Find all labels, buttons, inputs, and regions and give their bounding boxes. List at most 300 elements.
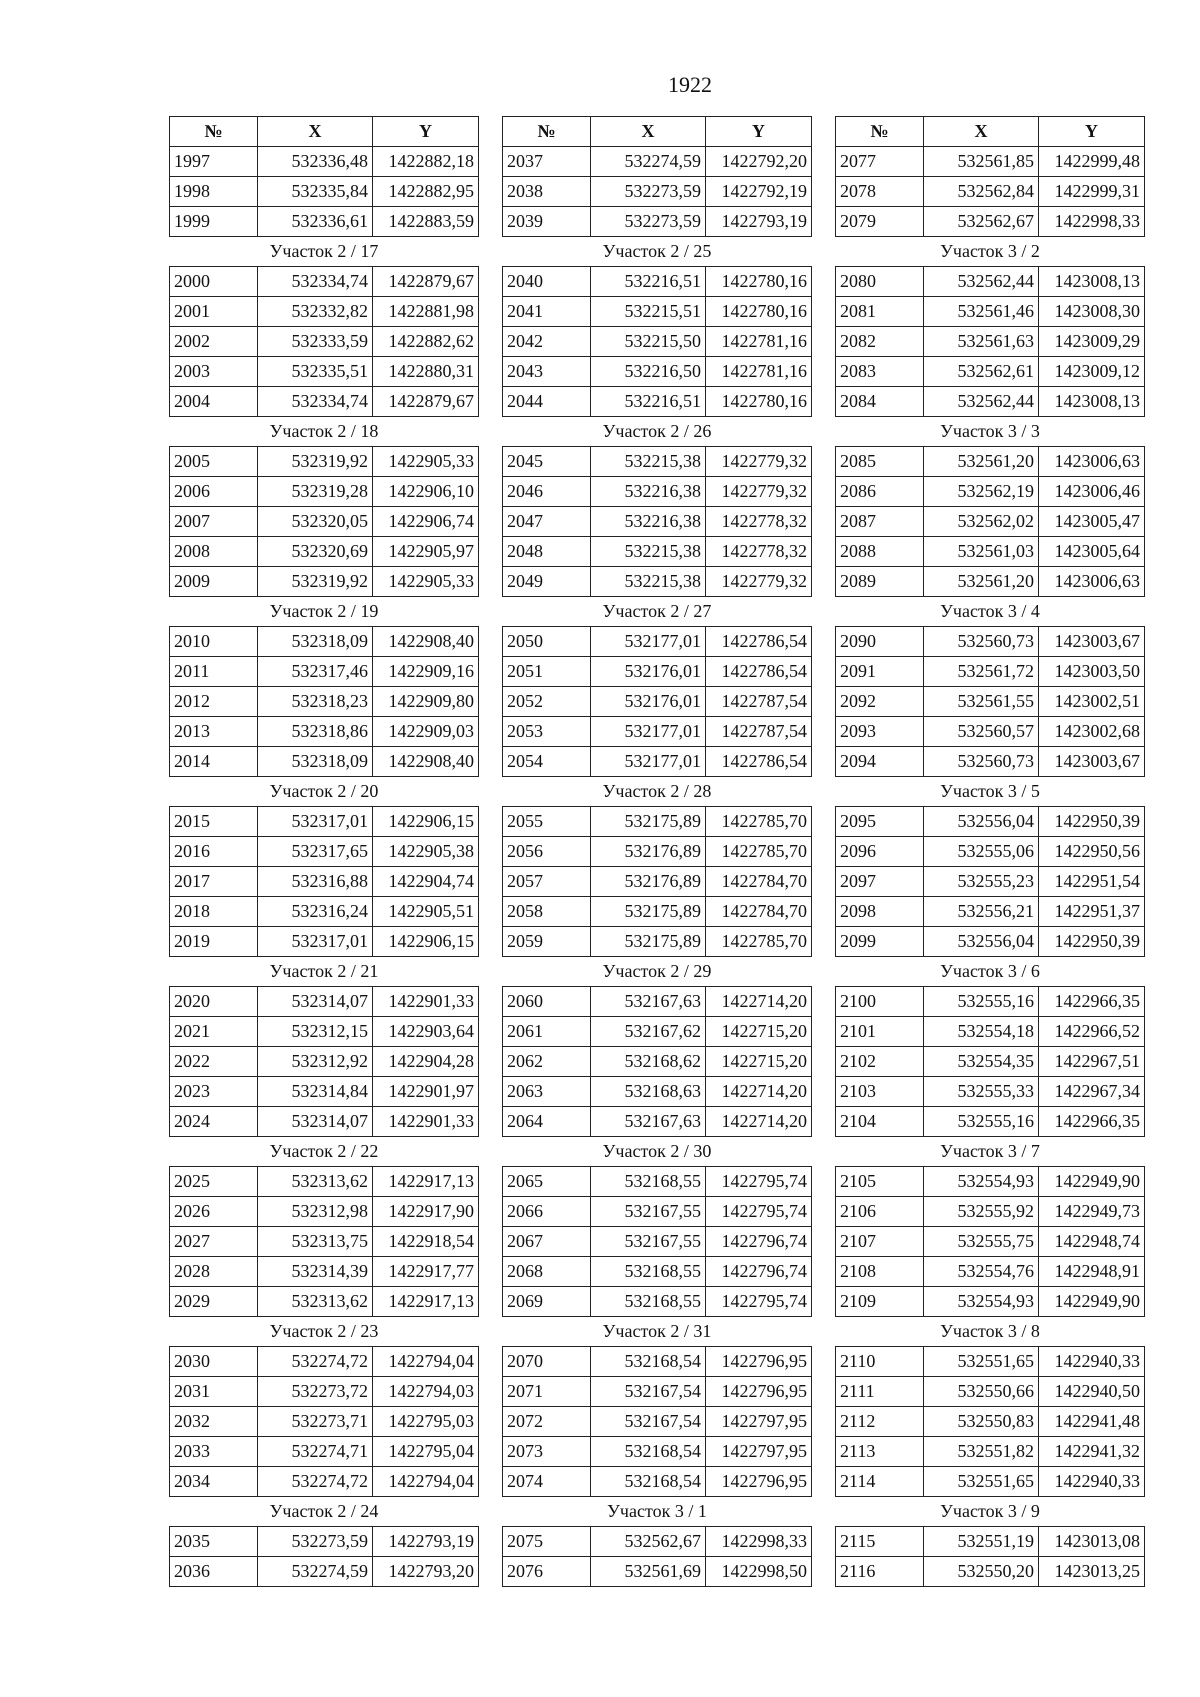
x-coordinate: 532561,85	[924, 147, 1039, 177]
x-coordinate: 532167,62	[591, 1017, 706, 1047]
x-coordinate: 532334,74	[258, 267, 373, 297]
table-row	[836, 1467, 1145, 1497]
x-coordinate: 532274,59	[591, 147, 706, 177]
point-number: 2080	[836, 267, 924, 297]
table-row	[170, 867, 479, 897]
table-row	[836, 477, 1145, 507]
x-coordinate: 532550,20	[924, 1557, 1039, 1587]
y-coordinate: 1422906,15	[373, 807, 479, 837]
point-number: 2053	[503, 717, 591, 747]
x-coordinate: 532316,88	[258, 867, 373, 897]
y-coordinate: 1422909,16	[373, 657, 479, 687]
point-number: 2078	[836, 177, 924, 207]
table-row	[503, 1377, 812, 1407]
y-coordinate: 1422967,34	[1039, 1077, 1145, 1107]
x-coordinate: 532168,54	[591, 1347, 706, 1377]
point-number: 1999	[170, 207, 258, 237]
point-number: 2049	[503, 567, 591, 597]
table-row	[836, 897, 1145, 927]
table-row	[170, 297, 479, 327]
x-coordinate: 532555,23	[924, 867, 1039, 897]
point-number: 2033	[170, 1437, 258, 1467]
header-x: X	[258, 117, 373, 147]
point-number: 2065	[503, 1167, 591, 1197]
point-number: 2114	[836, 1467, 924, 1497]
y-coordinate: 1422966,35	[1039, 1107, 1145, 1137]
y-coordinate: 1422906,15	[373, 927, 479, 957]
x-coordinate: 532314,39	[258, 1257, 373, 1287]
section-row	[503, 597, 812, 627]
table-row	[503, 1197, 812, 1227]
point-number: 2063	[503, 1077, 591, 1107]
point-number: 2048	[503, 537, 591, 567]
table-row	[836, 1287, 1145, 1317]
y-coordinate: 1423008,30	[1039, 297, 1145, 327]
point-number: 2069	[503, 1287, 591, 1317]
table-row	[503, 297, 812, 327]
x-coordinate: 532560,73	[924, 747, 1039, 777]
point-number: 2011	[170, 657, 258, 687]
x-coordinate: 532554,93	[924, 1287, 1039, 1317]
table-row	[503, 1257, 812, 1287]
point-number: 2032	[170, 1407, 258, 1437]
y-coordinate: 1422795,74	[706, 1197, 812, 1227]
x-coordinate: 532168,63	[591, 1077, 706, 1107]
y-coordinate: 1422909,80	[373, 687, 479, 717]
point-number: 2056	[503, 837, 591, 867]
x-coordinate: 532561,63	[924, 327, 1039, 357]
table-row	[503, 1107, 812, 1137]
section-row	[836, 1497, 1145, 1527]
point-number: 2054	[503, 747, 591, 777]
x-coordinate: 532335,51	[258, 357, 373, 387]
point-number: 2101	[836, 1017, 924, 1047]
section-label: Участок 3 / 4	[836, 597, 1145, 627]
x-coordinate: 532273,59	[258, 1527, 373, 1557]
y-coordinate: 1422780,16	[706, 297, 812, 327]
y-coordinate: 1422715,20	[706, 1017, 812, 1047]
x-coordinate: 532177,01	[591, 717, 706, 747]
section-row	[836, 1317, 1145, 1347]
section-label: Участок 2 / 18	[170, 417, 479, 447]
table-row	[503, 927, 812, 957]
table-row	[503, 357, 812, 387]
x-coordinate: 532554,76	[924, 1257, 1039, 1287]
table-row	[836, 1227, 1145, 1257]
table-row	[503, 327, 812, 357]
y-coordinate: 1422905,38	[373, 837, 479, 867]
point-number: 2072	[503, 1407, 591, 1437]
table-row	[503, 837, 812, 867]
y-coordinate: 1422906,74	[373, 507, 479, 537]
y-coordinate: 1422882,62	[373, 327, 479, 357]
table-row	[503, 537, 812, 567]
table-row	[836, 1557, 1145, 1587]
header-number: №	[503, 117, 591, 147]
table-row	[170, 1467, 479, 1497]
section-row	[836, 777, 1145, 807]
point-number: 2103	[836, 1077, 924, 1107]
x-coordinate: 532167,54	[591, 1407, 706, 1437]
section-label: Участок 2 / 25	[503, 237, 812, 267]
y-coordinate: 1422917,13	[373, 1167, 479, 1197]
table-row	[503, 447, 812, 477]
table-row	[836, 807, 1145, 837]
x-coordinate: 532318,23	[258, 687, 373, 717]
y-coordinate: 1422796,95	[706, 1377, 812, 1407]
y-coordinate: 1422999,48	[1039, 147, 1145, 177]
point-number: 2052	[503, 687, 591, 717]
table-row	[836, 1437, 1145, 1467]
table-row	[170, 717, 479, 747]
table-row	[836, 657, 1145, 687]
y-coordinate: 1422786,54	[706, 627, 812, 657]
point-number: 2090	[836, 627, 924, 657]
table-row	[836, 717, 1145, 747]
section-row	[836, 597, 1145, 627]
table-row	[170, 1197, 479, 1227]
y-coordinate: 1422917,90	[373, 1197, 479, 1227]
point-number: 2088	[836, 537, 924, 567]
point-number: 2016	[170, 837, 258, 867]
y-coordinate: 1422949,90	[1039, 1287, 1145, 1317]
y-coordinate: 1422779,32	[706, 477, 812, 507]
table-header-row	[836, 117, 1145, 147]
point-number: 2067	[503, 1227, 591, 1257]
y-coordinate: 1422796,74	[706, 1257, 812, 1287]
section-label: Участок 2 / 20	[170, 777, 479, 807]
x-coordinate: 532561,20	[924, 447, 1039, 477]
x-coordinate: 532274,59	[258, 1557, 373, 1587]
section-label: Участок 2 / 27	[503, 597, 812, 627]
table-row	[503, 1227, 812, 1257]
y-coordinate: 1422784,70	[706, 867, 812, 897]
header-number: №	[170, 117, 258, 147]
x-coordinate: 532273,59	[591, 177, 706, 207]
point-number: 2051	[503, 657, 591, 687]
y-coordinate: 1422908,40	[373, 627, 479, 657]
x-coordinate: 532555,16	[924, 1107, 1039, 1137]
section-label: Участок 3 / 7	[836, 1137, 1145, 1167]
table-row	[503, 717, 812, 747]
x-coordinate: 532554,35	[924, 1047, 1039, 1077]
x-coordinate: 532562,02	[924, 507, 1039, 537]
y-coordinate: 1422879,67	[373, 387, 479, 417]
point-number: 2083	[836, 357, 924, 387]
table-row	[170, 837, 479, 867]
point-number: 2059	[503, 927, 591, 957]
point-number: 2092	[836, 687, 924, 717]
table-row	[836, 1407, 1145, 1437]
table-row	[503, 867, 812, 897]
x-coordinate: 532312,98	[258, 1197, 373, 1227]
y-coordinate: 1422917,77	[373, 1257, 479, 1287]
table-row	[503, 1407, 812, 1437]
point-number: 2034	[170, 1467, 258, 1497]
section-label: Участок 3 / 3	[836, 417, 1145, 447]
header-x: X	[924, 117, 1039, 147]
point-number: 2057	[503, 867, 591, 897]
section-row	[503, 957, 812, 987]
x-coordinate: 532320,69	[258, 537, 373, 567]
x-coordinate: 532561,72	[924, 657, 1039, 687]
x-coordinate: 532556,04	[924, 807, 1039, 837]
x-coordinate: 532336,48	[258, 147, 373, 177]
table-row	[836, 1107, 1145, 1137]
point-number: 2071	[503, 1377, 591, 1407]
x-coordinate: 532316,24	[258, 897, 373, 927]
table-row	[503, 687, 812, 717]
table-row	[170, 1257, 479, 1287]
x-coordinate: 532555,16	[924, 987, 1039, 1017]
table-row	[170, 267, 479, 297]
table-row	[836, 147, 1145, 177]
x-coordinate: 532335,84	[258, 177, 373, 207]
section-label: Участок 2 / 22	[170, 1137, 479, 1167]
y-coordinate: 1422906,10	[373, 477, 479, 507]
point-number: 2042	[503, 327, 591, 357]
point-number: 2082	[836, 327, 924, 357]
x-coordinate: 532319,28	[258, 477, 373, 507]
x-coordinate: 532216,38	[591, 477, 706, 507]
coordinates-table-right	[835, 116, 1145, 1587]
point-number: 2098	[836, 897, 924, 927]
section-label: Участок 2 / 31	[503, 1317, 812, 1347]
table-row	[836, 1167, 1145, 1197]
header-number: №	[836, 117, 924, 147]
table-row	[170, 1527, 479, 1557]
y-coordinate: 1422714,20	[706, 1107, 812, 1137]
point-number: 2001	[170, 297, 258, 327]
x-coordinate: 532551,82	[924, 1437, 1039, 1467]
section-label: Участок 2 / 24	[170, 1497, 479, 1527]
point-number: 2019	[170, 927, 258, 957]
x-coordinate: 532177,01	[591, 747, 706, 777]
table-row	[503, 1467, 812, 1497]
table-row	[503, 627, 812, 657]
y-coordinate: 1422796,95	[706, 1347, 812, 1377]
x-coordinate: 532334,74	[258, 387, 373, 417]
table-row	[836, 177, 1145, 207]
table-row	[836, 1077, 1145, 1107]
point-number: 2116	[836, 1557, 924, 1587]
point-number: 2028	[170, 1257, 258, 1287]
point-number: 2040	[503, 267, 591, 297]
y-coordinate: 1422781,16	[706, 357, 812, 387]
table-row	[503, 1557, 812, 1587]
y-coordinate: 1422951,37	[1039, 897, 1145, 927]
point-number: 2087	[836, 507, 924, 537]
x-coordinate: 532550,66	[924, 1377, 1039, 1407]
table-row	[503, 267, 812, 297]
point-number: 2086	[836, 477, 924, 507]
x-coordinate: 532318,86	[258, 717, 373, 747]
table-row	[170, 987, 479, 1017]
table-row	[170, 1377, 479, 1407]
point-number: 2017	[170, 867, 258, 897]
y-coordinate: 1422795,74	[706, 1287, 812, 1317]
table-row	[170, 1347, 479, 1377]
point-number: 2038	[503, 177, 591, 207]
x-coordinate: 532555,92	[924, 1197, 1039, 1227]
y-coordinate: 1422918,54	[373, 1227, 479, 1257]
table-row	[170, 1407, 479, 1437]
y-coordinate: 1422784,70	[706, 897, 812, 927]
y-coordinate: 1422950,56	[1039, 837, 1145, 867]
point-number: 2030	[170, 1347, 258, 1377]
x-coordinate: 532168,55	[591, 1167, 706, 1197]
table-row	[170, 1227, 479, 1257]
table-row	[503, 477, 812, 507]
point-number: 2081	[836, 297, 924, 327]
point-number: 2115	[836, 1527, 924, 1557]
x-coordinate: 532216,51	[591, 387, 706, 417]
coordinates-table-left	[169, 116, 479, 1587]
section-label: Участок 3 / 6	[836, 957, 1145, 987]
section-row	[503, 1317, 812, 1347]
section-row	[836, 417, 1145, 447]
table-row	[170, 567, 479, 597]
table-row	[836, 687, 1145, 717]
page-number: 1922	[668, 72, 712, 97]
y-coordinate: 1422950,39	[1039, 807, 1145, 837]
y-coordinate: 1422905,33	[373, 567, 479, 597]
x-coordinate: 532215,38	[591, 567, 706, 597]
table-row	[836, 507, 1145, 537]
table-row	[836, 1257, 1145, 1287]
x-coordinate: 532561,03	[924, 537, 1039, 567]
y-coordinate: 1422909,03	[373, 717, 479, 747]
point-number: 2025	[170, 1167, 258, 1197]
y-coordinate: 1422787,54	[706, 687, 812, 717]
section-row	[170, 1317, 479, 1347]
section-label: Участок 2 / 19	[170, 597, 479, 627]
x-coordinate: 532319,92	[258, 567, 373, 597]
table-row	[836, 327, 1145, 357]
x-coordinate: 532176,01	[591, 687, 706, 717]
y-coordinate: 1422882,18	[373, 147, 479, 177]
x-coordinate: 532167,54	[591, 1377, 706, 1407]
table-row	[503, 1527, 812, 1557]
x-coordinate: 532215,38	[591, 447, 706, 477]
section-label: Участок 2 / 21	[170, 957, 479, 987]
y-coordinate: 1422786,54	[706, 657, 812, 687]
y-coordinate: 1422795,04	[373, 1437, 479, 1467]
y-coordinate: 1422881,98	[373, 297, 479, 327]
y-coordinate: 1422998,33	[706, 1527, 812, 1557]
y-coordinate: 1422792,20	[706, 147, 812, 177]
table-row	[170, 1287, 479, 1317]
point-number: 2041	[503, 297, 591, 327]
x-coordinate: 532556,21	[924, 897, 1039, 927]
table-row	[170, 327, 479, 357]
point-number: 2055	[503, 807, 591, 837]
point-number: 2112	[836, 1407, 924, 1437]
point-number: 2012	[170, 687, 258, 717]
point-number: 2031	[170, 1377, 258, 1407]
section-label: Участок 2 / 29	[503, 957, 812, 987]
table-row	[836, 1197, 1145, 1227]
x-coordinate: 532273,71	[258, 1407, 373, 1437]
section-row	[503, 1497, 812, 1527]
point-number: 2111	[836, 1377, 924, 1407]
table-row	[836, 207, 1145, 237]
table-row	[170, 1437, 479, 1467]
header-y: Y	[373, 117, 479, 147]
table-row	[836, 747, 1145, 777]
y-coordinate: 1422901,97	[373, 1077, 479, 1107]
table-row	[836, 297, 1145, 327]
y-coordinate: 1422950,39	[1039, 927, 1145, 957]
y-coordinate: 1423003,67	[1039, 747, 1145, 777]
point-number: 2099	[836, 927, 924, 957]
y-coordinate: 1422879,67	[373, 267, 479, 297]
point-number: 2076	[503, 1557, 591, 1587]
y-coordinate: 1422794,04	[373, 1347, 479, 1377]
point-number: 2008	[170, 537, 258, 567]
y-coordinate: 1422796,95	[706, 1467, 812, 1497]
y-coordinate: 1422778,32	[706, 507, 812, 537]
y-coordinate: 1422882,95	[373, 177, 479, 207]
x-coordinate: 532555,75	[924, 1227, 1039, 1257]
y-coordinate: 1422883,59	[373, 207, 479, 237]
x-coordinate: 532215,50	[591, 327, 706, 357]
y-coordinate: 1422948,91	[1039, 1257, 1145, 1287]
section-row	[503, 1137, 812, 1167]
point-number: 2000	[170, 267, 258, 297]
y-coordinate: 1422941,48	[1039, 1407, 1145, 1437]
table-row	[170, 807, 479, 837]
x-coordinate: 532274,72	[258, 1467, 373, 1497]
y-coordinate: 1423013,25	[1039, 1557, 1145, 1587]
y-coordinate: 1422940,50	[1039, 1377, 1145, 1407]
x-coordinate: 532320,05	[258, 507, 373, 537]
table-row	[836, 927, 1145, 957]
point-number: 2074	[503, 1467, 591, 1497]
table-row	[170, 1167, 479, 1197]
point-number: 2037	[503, 147, 591, 177]
table-row	[503, 1077, 812, 1107]
y-coordinate: 1423002,51	[1039, 687, 1145, 717]
x-coordinate: 532317,46	[258, 657, 373, 687]
y-coordinate: 1422779,32	[706, 447, 812, 477]
y-coordinate: 1422778,32	[706, 537, 812, 567]
y-coordinate: 1422951,54	[1039, 867, 1145, 897]
y-coordinate: 1422797,95	[706, 1437, 812, 1467]
point-number: 2062	[503, 1047, 591, 1077]
header-y: Y	[706, 117, 812, 147]
y-coordinate: 1422795,03	[373, 1407, 479, 1437]
x-coordinate: 532562,84	[924, 177, 1039, 207]
point-number: 2089	[836, 567, 924, 597]
y-coordinate: 1422940,33	[1039, 1467, 1145, 1497]
table-row	[503, 1287, 812, 1317]
x-coordinate: 532333,59	[258, 327, 373, 357]
point-number: 2075	[503, 1527, 591, 1557]
y-coordinate: 1423002,68	[1039, 717, 1145, 747]
y-coordinate: 1422901,33	[373, 987, 479, 1017]
x-coordinate: 532176,89	[591, 867, 706, 897]
y-coordinate: 1423006,46	[1039, 477, 1145, 507]
x-coordinate: 532551,65	[924, 1467, 1039, 1497]
section-row	[170, 1137, 479, 1167]
x-coordinate: 532167,55	[591, 1227, 706, 1257]
table-row	[170, 747, 479, 777]
y-coordinate: 1422780,16	[706, 267, 812, 297]
y-coordinate: 1422797,95	[706, 1407, 812, 1437]
table-row	[170, 507, 479, 537]
point-number: 2109	[836, 1287, 924, 1317]
